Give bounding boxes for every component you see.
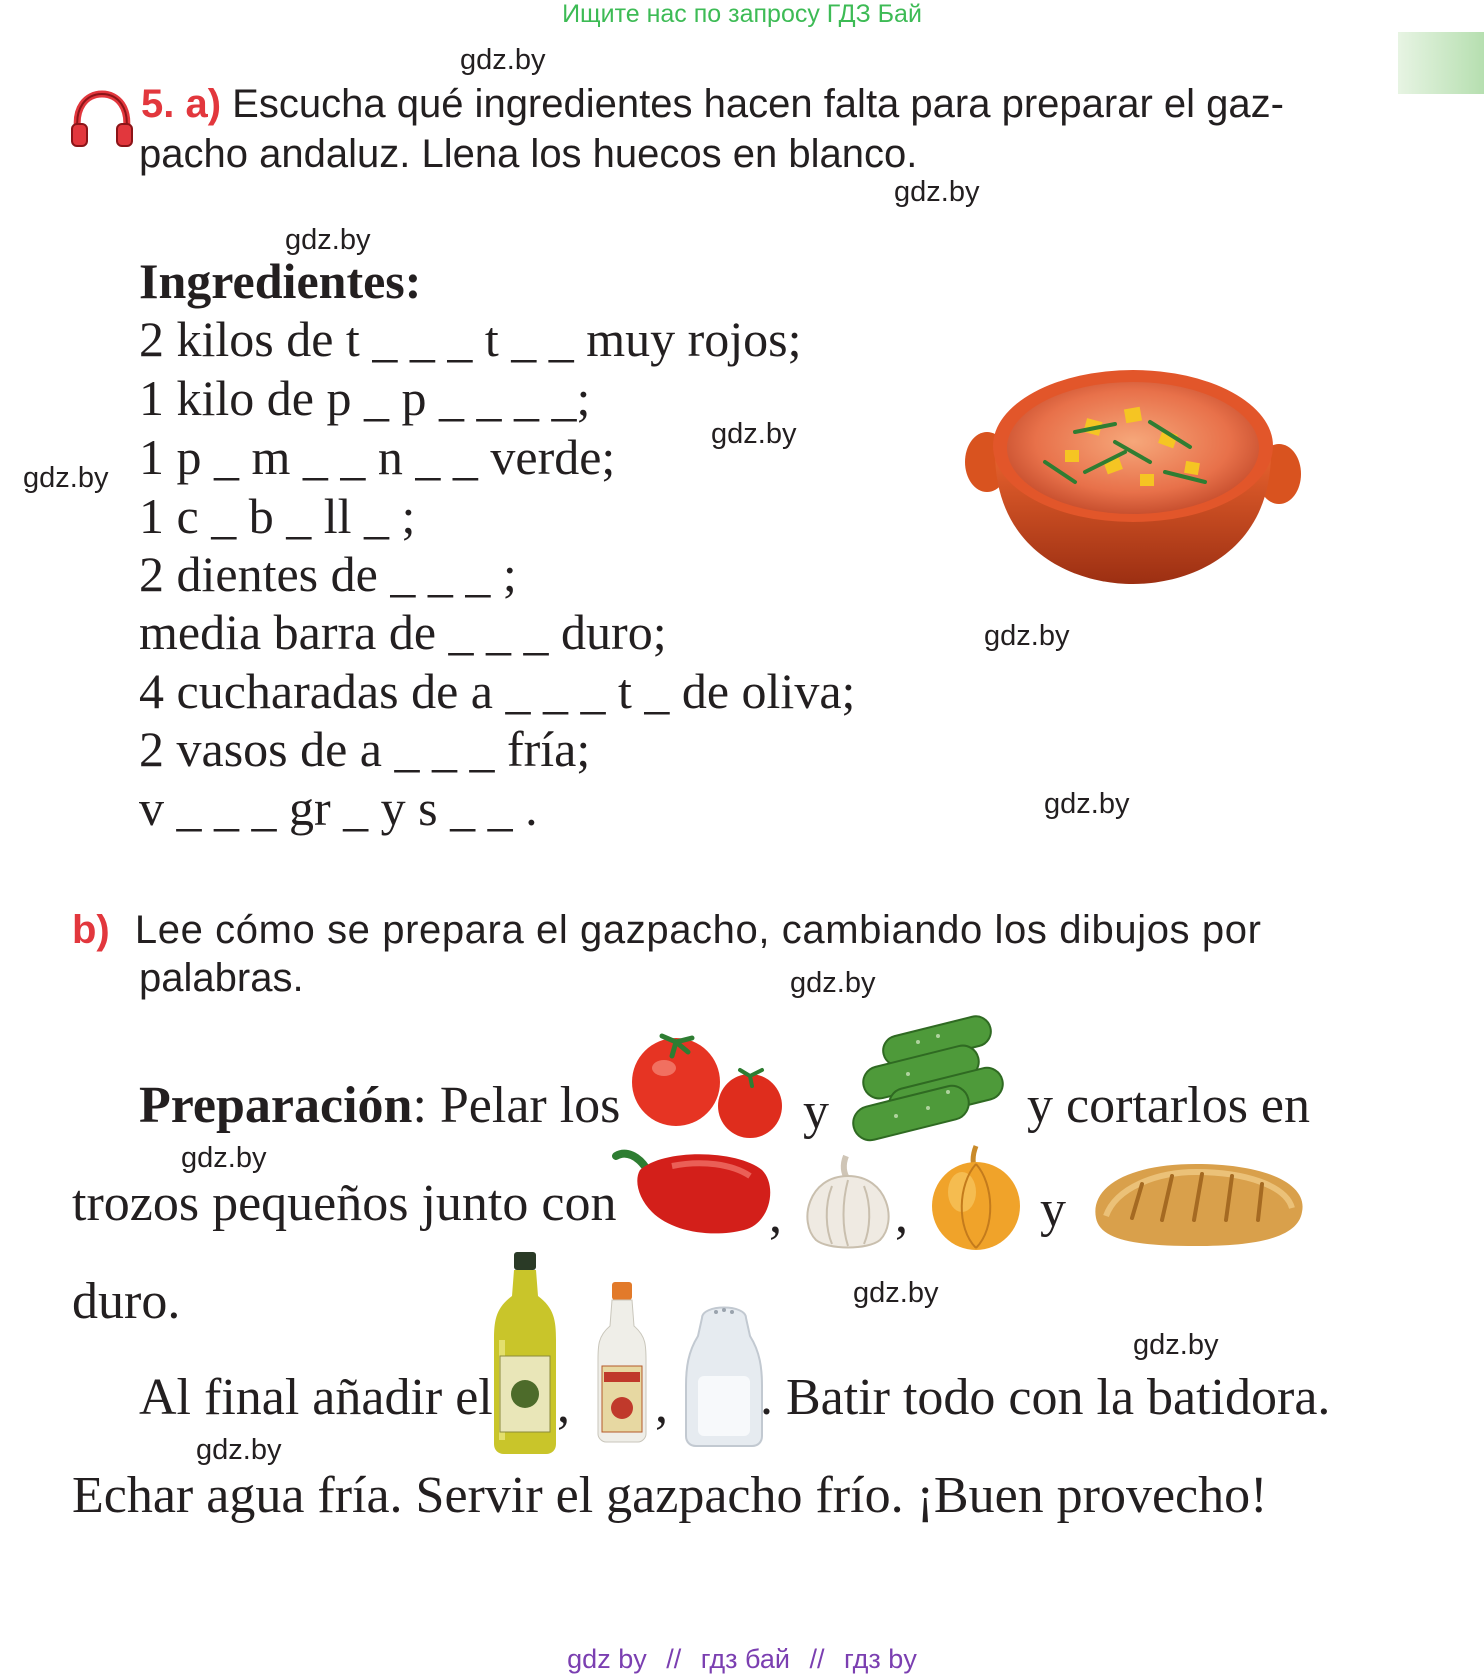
ingredient-line: 2 kilos de t _ _ _ t _ _ muy rojos; [139, 311, 802, 367]
footer-link[interactable]: gdz by [567, 1644, 647, 1674]
watermark: gdz.by [460, 44, 546, 76]
task-b-line-1 [72, 904, 1262, 956]
prep-text: : Pelar los [412, 1077, 621, 1134]
prep-label: Preparación [139, 1077, 413, 1134]
ingredients-title: Ingredientes: [139, 253, 422, 309]
footer-link[interactable]: гдз by [844, 1644, 917, 1674]
onion-image [924, 1144, 1028, 1250]
search-banner[interactable]: Ищите нас по запросу ГДЗ Бай [562, 0, 922, 28]
footer-separator: // [809, 1644, 825, 1674]
watermark: gdz.by [984, 620, 1070, 652]
ingredient-line: 4 cucharadas de a _ _ _ t _ de oliva; [139, 663, 856, 719]
ingredient-line: 1 kilo de p _ p _ _ _ _; [139, 370, 591, 426]
task-b-number: b) [72, 908, 110, 952]
watermark: gdz.by [181, 1142, 267, 1174]
footer-separator: // [666, 1644, 682, 1674]
prep-line-1 [139, 1076, 620, 1135]
cucumbers-image [848, 1022, 1012, 1144]
task-a-line-1 [141, 78, 1284, 130]
headphones-icon[interactable] [70, 88, 134, 150]
task-a-line-2: pacho andaluz. Llena los huecos en blanco. [139, 132, 918, 176]
prep-line-4: Al final añadir el [139, 1369, 493, 1426]
vinegar-bottle-image [596, 1280, 648, 1442]
watermark: gdz.by [853, 1277, 939, 1309]
prep-text: , [769, 1187, 782, 1244]
gazpacho-bowl-image [965, 362, 1301, 586]
watermark: gdz.by [285, 224, 371, 256]
corner-tab [1398, 32, 1484, 94]
watermark: gdz.by [894, 176, 980, 208]
prep-text: , [557, 1377, 570, 1434]
watermark: gdz.by [1044, 788, 1130, 820]
task-a-instruction: Escucha qué ingredientes hacen falta para preparar el gaz- [232, 82, 1284, 126]
ingredient-line: 2 vasos de a _ _ _ fría; [139, 721, 591, 777]
red-pepper-image [612, 1146, 774, 1240]
prep-text: , [655, 1377, 668, 1434]
ingredient-line: 1 c _ b _ ll _ ; [139, 488, 416, 544]
olive-oil-bottle-image [492, 1250, 558, 1454]
ingredient-line: v _ _ _ gr _ y s _ _ . [139, 780, 538, 836]
task-number: 5. a) [141, 82, 222, 126]
salt-shaker-image [684, 1296, 764, 1446]
task-b-instruction: Lee cómo se prepara el gazpacho, cambiando los dibujos por [134, 908, 1262, 952]
ingredient-line: 1 p _ m _ _ n _ _ verde; [139, 429, 616, 485]
task-b-line-2: palabras. [139, 956, 304, 1000]
prep-text: y cortarlos en [1027, 1077, 1311, 1134]
watermark: gdz.by [711, 418, 797, 450]
watermark: gdz.by [196, 1434, 282, 1466]
tomatoes-image [628, 1034, 790, 1140]
prep-text: , [895, 1187, 908, 1244]
prep-line-2: trozos pequeños junto con [72, 1175, 617, 1232]
watermark: gdz.by [790, 967, 876, 999]
footer-link[interactable]: гдз бай [700, 1644, 790, 1674]
ingredient-line: 2 dientes de _ _ _ ; [139, 546, 517, 602]
prep-text: y [803, 1083, 829, 1140]
watermark: gdz.by [23, 462, 109, 494]
footer-links [0, 1644, 1484, 1675]
ingredient-line: media barra de _ _ _ duro; [139, 604, 667, 660]
prep-line-3: duro. [72, 1273, 181, 1330]
watermark: gdz.by [1133, 1329, 1219, 1361]
garlic-image [802, 1152, 896, 1250]
bread-image [1086, 1158, 1308, 1248]
prep-text: . Batir todo con la batidora. [760, 1369, 1331, 1426]
prep-line-5: Echar agua fría. Servir el gazpacho frío. ¡Buen provecho! [72, 1467, 1268, 1524]
prep-text: y [1040, 1181, 1066, 1238]
